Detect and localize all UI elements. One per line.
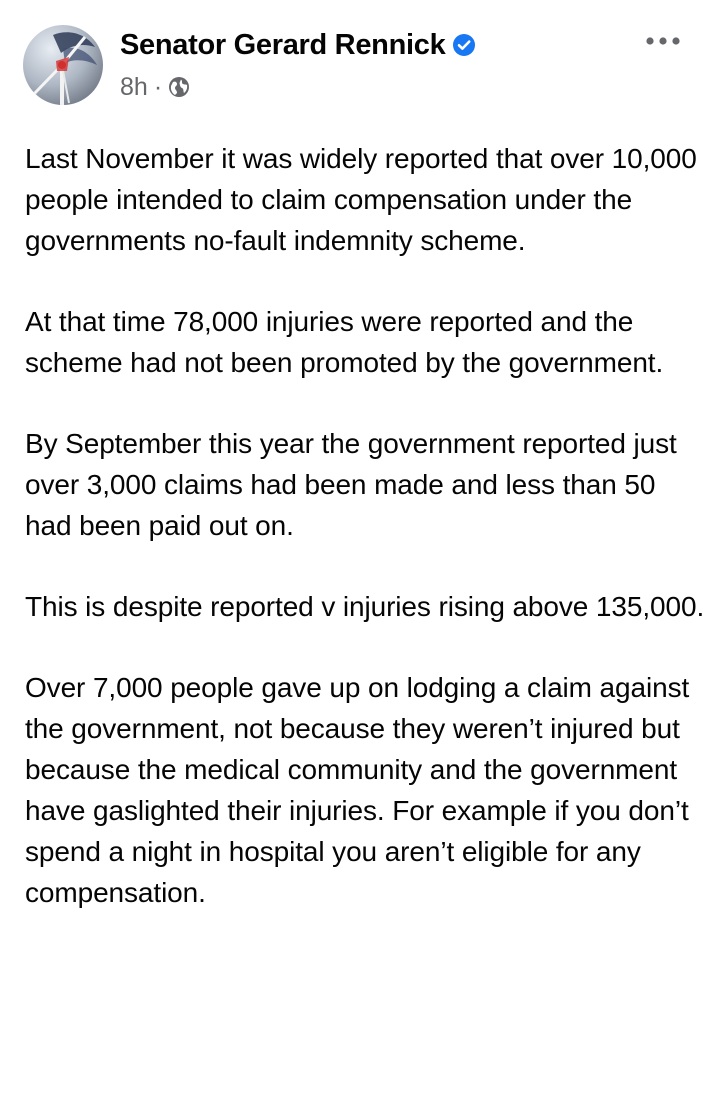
author-avatar[interactable]: [23, 25, 103, 105]
post-timestamp[interactable]: 8h: [120, 72, 148, 101]
post-paragraph: Last November it was widely reported that over 10,000 people intended to claim compensation under the governments no-fault indemnity scheme.: [25, 143, 697, 256]
globe-icon[interactable]: [168, 76, 190, 98]
author-name[interactable]: Senator Gerard Rennick: [120, 28, 446, 61]
more-options-button[interactable]: [638, 28, 688, 54]
more-options-icon: [645, 36, 681, 46]
verified-badge-icon: [452, 33, 476, 57]
post-paragraph: By September this year the government reported just over 3,000 claims had been made and less than 50 had been paid out on.: [25, 428, 677, 541]
wind-turbine-avatar-icon: [23, 25, 103, 105]
post-body: [25, 138, 709, 913]
author-line: [120, 25, 476, 65]
post-paragraph: At that time 78,000 injuries were reported and the scheme had not been promoted by the government.: [25, 306, 664, 378]
post-paragraph: Over 7,000 people gave up on lodging a claim against the government, not because they weren’t injured but because the medical community and the government have gaslighted their injuries. For example if you don’t spend a night in hospital you aren’t eligible for any compensation.: [25, 672, 690, 908]
post-paragraph: This is despite reported v injuries rising above 135,000.: [25, 591, 705, 622]
post-meta: [120, 70, 190, 104]
meta-separator: ·: [153, 72, 163, 101]
